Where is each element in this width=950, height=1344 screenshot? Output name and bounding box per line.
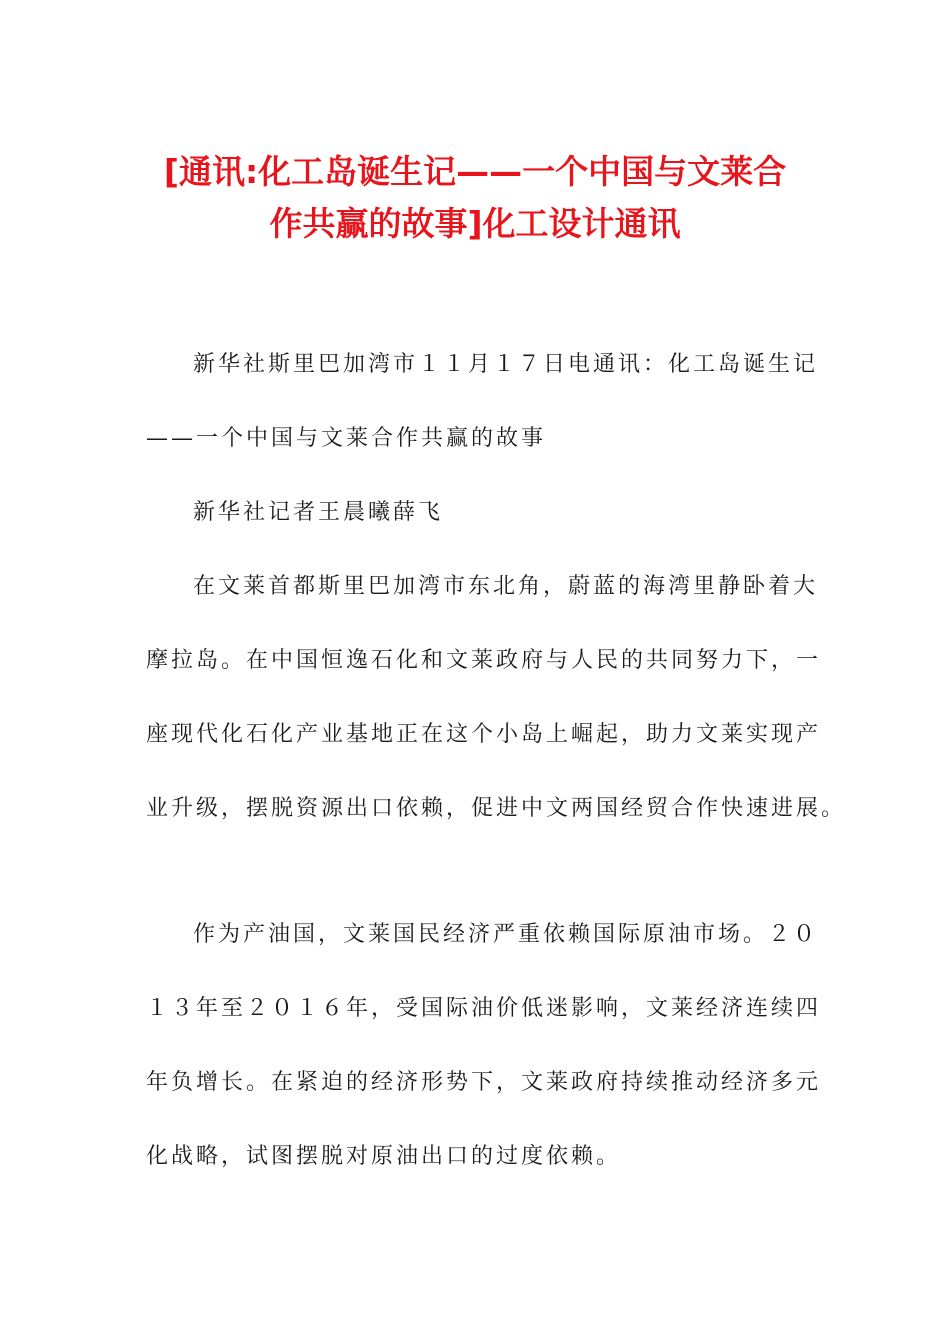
paragraph-line: 新华社记者王晨曦薛飞: [193, 500, 444, 525]
paragraph-line: ——一个中国与文莱合作共赢的故事: [146, 426, 547, 451]
document-body: [146, 328, 847, 1194]
paragraph-byline: [146, 476, 798, 550]
paragraph-line: 化战略，试图摆脱对原油出口的过度依赖。: [146, 1144, 622, 1169]
paragraph-line: 在文莱首都斯里巴加湾市东北角，蔚蓝的海湾里静卧着大: [193, 574, 819, 599]
title-line-1: [通讯:化工岛诞生记——一个中国与文莱合: [163, 152, 787, 191]
paragraph-dateline: [146, 328, 819, 476]
paragraph-line: 业升级，摆脱资源出口依赖，促进中文两国经贸合作快速进展。: [146, 796, 847, 821]
paragraph-gap: [146, 846, 798, 898]
paragraph-line: 摩拉岛。在中国恒逸石化和文莱政府与人民的共同努力下，一: [146, 648, 822, 673]
paragraph-line: 座现代化石化产业基地正在这个小岛上崛起，助力文莱实现产: [146, 722, 822, 747]
paragraph-line: １３年至２０１６年，受国际油价低迷影响，文莱经济连续四: [146, 996, 822, 1021]
paragraph-line: 年负增长。在紧迫的经济形势下，文莱政府持续推动经济多元: [146, 1070, 822, 1095]
paragraph-line: 新华社斯里巴加湾市１１月１７日电通讯：化工岛诞生记: [193, 352, 819, 377]
paragraph-intro: [146, 550, 847, 846]
document-title: [120, 146, 830, 250]
paragraph-economy: [146, 898, 822, 1194]
title-line-2: 作共赢的故事]化工设计通讯: [269, 204, 681, 243]
paragraph-line: 作为产油国，文莱国民经济严重依赖国际原油市场。２０: [193, 922, 819, 947]
